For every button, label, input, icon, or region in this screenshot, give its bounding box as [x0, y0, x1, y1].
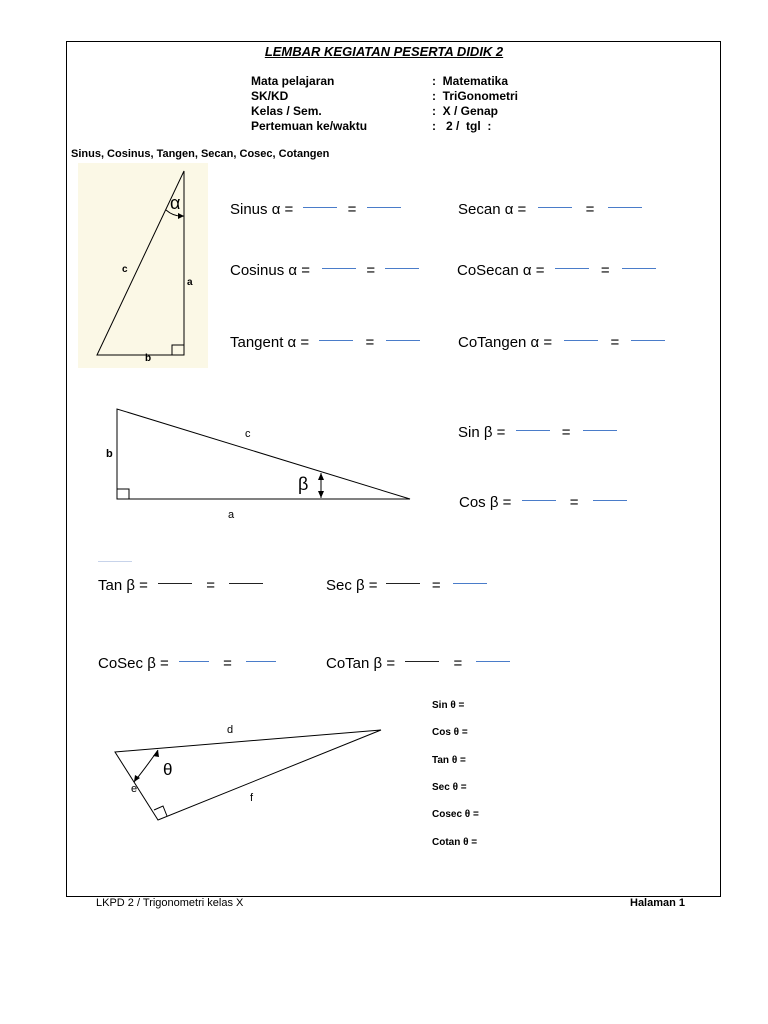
equals-sign: =: [206, 577, 216, 594]
triangle2-beta-label: β: [298, 474, 309, 494]
triangle3-side-f: f: [250, 792, 254, 804]
eq-cos-beta-label: Cos β =: [459, 494, 512, 511]
eq-cos-alpha-label: Cosinus α =: [230, 262, 310, 279]
eq-tan-beta: [98, 577, 263, 594]
triangle3-theta-label: θ: [163, 760, 173, 779]
answer-blank: [367, 207, 401, 208]
meta-label-class: Kelas / Sem.: [251, 104, 322, 118]
answer-blank: [516, 430, 550, 431]
equals-sign: =: [585, 201, 595, 218]
answer-blank: [631, 340, 665, 341]
meta-label-subject: Mata pelajaran: [251, 74, 335, 88]
answer-blank: [158, 583, 192, 584]
equals-sign: =: [610, 334, 620, 351]
beta-arrow-down-icon: [318, 491, 324, 498]
eq-sin-theta: Sin θ =: [432, 700, 465, 711]
answer-blank: [303, 207, 337, 208]
triangle1-side-c: c: [122, 264, 128, 275]
triangle1-alpha-label: α: [170, 193, 181, 213]
eq-sin-alpha: [230, 201, 401, 218]
eq-cosec-alpha-label: CoSecan α =: [457, 262, 545, 279]
triangle-theta-diagram: [110, 720, 390, 830]
equals-sign: =: [223, 655, 232, 672]
eq-cotan-alpha: [458, 334, 665, 351]
triangle1-side-b: b: [145, 353, 152, 364]
eq-cosec-theta: Cosec θ =: [432, 809, 479, 820]
meta-value-skkd: : TriGonometri: [432, 89, 519, 103]
answer-blank: [322, 268, 356, 269]
answer-blank: [555, 268, 589, 269]
answer-blank: [608, 207, 642, 208]
eq-cosec-beta-label: CoSec β =: [98, 655, 169, 672]
eq-sin-alpha-label: Sinus α =: [230, 201, 294, 218]
eq-cotan-alpha-label: CoTangen α =: [458, 334, 553, 351]
equals-sign: =: [347, 201, 357, 218]
eq-sec-beta: [326, 577, 487, 594]
eq-cosec-alpha: [457, 262, 656, 279]
eq-tan-alpha-label: Tangent α =: [230, 334, 310, 351]
meta-value-subject: : Matematika: [432, 74, 509, 88]
answer-blank: [385, 268, 419, 269]
equals-sign: =: [366, 262, 376, 279]
answer-blank: [564, 340, 598, 341]
eq-tan-theta: Tan θ =: [432, 755, 466, 766]
triangle3-side-e: e: [131, 783, 138, 795]
answer-blank: [522, 500, 556, 501]
triangle1-side-a: a: [187, 277, 193, 288]
answer-blank: [179, 661, 209, 662]
triangle3-side-d: d: [227, 724, 234, 736]
eq-cotan-theta: Cotan θ =: [432, 837, 478, 848]
equals-sign: =: [431, 577, 441, 594]
theta-arrow-top-icon: [153, 750, 159, 757]
eq-cos-theta: Cos θ =: [432, 727, 468, 738]
equals-sign: =: [569, 494, 579, 511]
equals-sign: =: [600, 262, 610, 279]
stray-blank-line: [98, 561, 132, 562]
beta-arrow-up-icon: [318, 473, 324, 480]
equals-sign: =: [365, 334, 375, 351]
answer-blank: [246, 661, 276, 662]
triangle2-side-a: a: [228, 509, 235, 521]
eq-tan-beta-label: Tan β =: [98, 577, 148, 594]
meta-label-skkd: SK/KD: [251, 89, 289, 103]
answer-blank: [229, 583, 263, 584]
right-angle-mark: [154, 806, 167, 816]
page-title: LEMBAR KEGIATAN PESERTA DIDIK 2: [264, 44, 504, 59]
eq-sin-beta: [458, 424, 617, 441]
answer-blank: [476, 661, 510, 662]
section-subtitle: Sinus, Cosinus, Tangen, Secan, Cosec, Cotangen: [71, 148, 330, 160]
triangle-beta-diagram: [110, 400, 420, 510]
answer-blank: [593, 500, 627, 501]
answer-blank: [386, 583, 420, 584]
triangle-theta-shape: [115, 730, 381, 820]
diagram-background: [78, 163, 208, 368]
answer-blank: [622, 268, 656, 269]
eq-sec-alpha: [458, 201, 642, 218]
answer-blank: [319, 340, 353, 341]
equals-sign: =: [453, 655, 463, 672]
triangle-beta-shape: [117, 409, 410, 499]
eq-sec-alpha-label: Secan α =: [458, 201, 527, 218]
eq-cos-beta: [459, 494, 627, 511]
meta-label-meeting: Pertemuan ke/waktu: [251, 119, 368, 133]
answer-blank: [386, 340, 420, 341]
eq-cosec-beta: [98, 655, 276, 672]
answer-blank: [453, 583, 487, 584]
answer-blank: [538, 207, 572, 208]
eq-tan-alpha: [230, 334, 420, 351]
answer-blank: [583, 430, 617, 431]
footer-page-number: Halaman 1: [630, 897, 686, 909]
right-angle-mark: [117, 489, 129, 499]
eq-cotan-beta-label: CoTan β =: [326, 655, 396, 672]
footer-left: LKPD 2 / Trigonometri kelas X: [96, 897, 244, 909]
answer-blank: [405, 661, 439, 662]
eq-cotan-beta: [326, 655, 510, 672]
meta-value-class: : X / Genap: [432, 104, 499, 118]
triangle2-side-b: b: [106, 448, 113, 460]
meta-value-meeting: : 2 / tgl :: [432, 119, 492, 133]
triangle-alpha-diagram: [78, 163, 208, 368]
eq-cos-alpha: [230, 262, 419, 279]
eq-sec-theta: Sec θ =: [432, 782, 467, 793]
triangle2-side-c: c: [245, 428, 251, 440]
eq-sec-beta-label: Sec β =: [326, 577, 378, 594]
eq-sin-beta-label: Sin β =: [458, 424, 506, 441]
equals-sign: =: [561, 424, 571, 441]
